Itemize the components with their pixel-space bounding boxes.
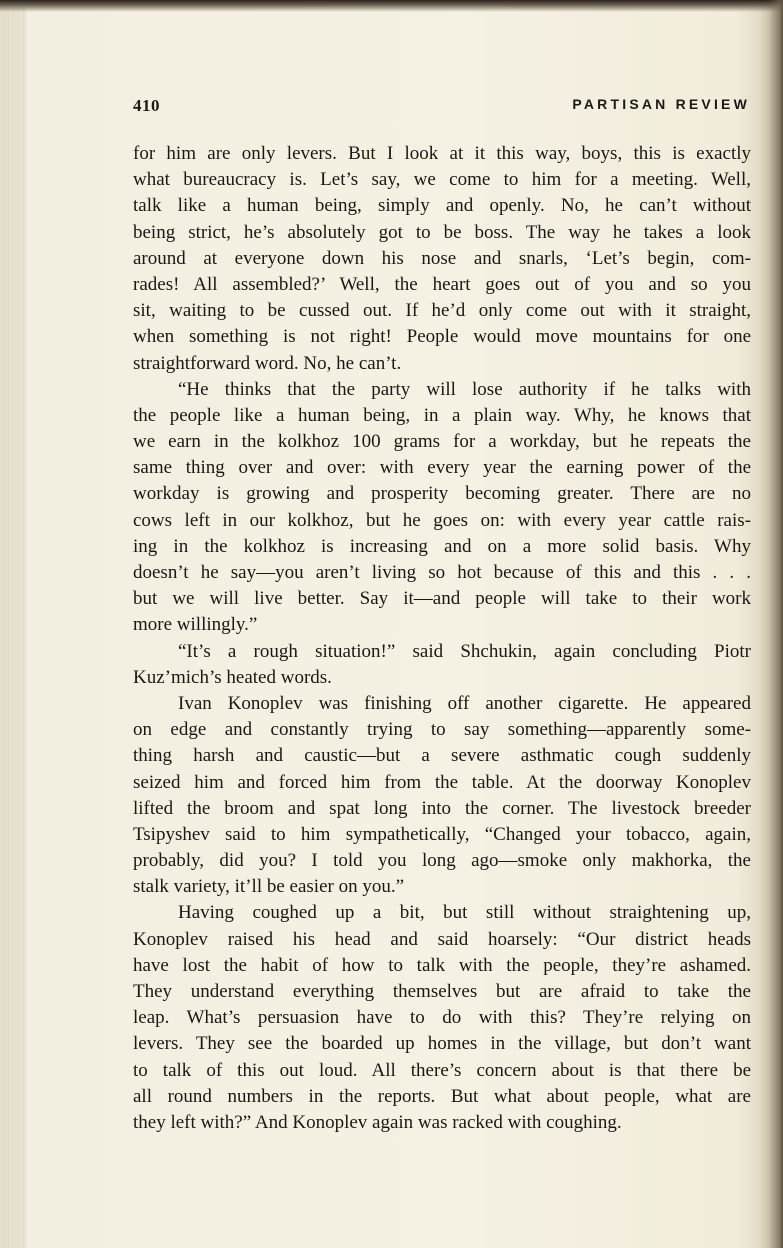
text-line: sit, waiting to be cussed out. If he’d only come out with it straight, — [133, 300, 751, 322]
paragraph — [133, 900, 751, 1136]
text-line: levers. They see the boarded up homes in the village, but don’t want — [133, 1033, 751, 1055]
paragraph — [133, 691, 751, 901]
text-line: what bureaucracy is. Let’s say, we come to him for a meeting. Well, — [133, 169, 751, 191]
text-line: Ivan Konoplev was finishing off another cigarette. He appeared — [178, 692, 751, 714]
text-line: more willingly.” — [133, 614, 258, 636]
text-line: we earn in the kolkhoz 100 grams for a workday, but he repeats the — [133, 431, 751, 453]
text-line: Kuz’mich’s heated words. — [133, 666, 332, 688]
text-line: cows left in our kolkhoz, but he goes on: with every year cattle rais- — [133, 509, 751, 531]
text-line: “It’s a rough situation!” said Shchukin, again concluding Piotr — [178, 640, 751, 662]
text-line: Having coughed up a bit, but still without straightening up, — [178, 902, 751, 924]
text-line: for him are only levers. But I look at it this way, boys, this is exactly — [133, 143, 751, 164]
text-line: straightforward word. No, he can’t. — [133, 352, 402, 374]
text-line: seized him and forced him from the table. At the doorway Konoplev — [133, 771, 751, 793]
text-line: doesn’t he say—you aren’t living so hot because of this and this . . . — [133, 562, 751, 583]
text-line: ing in the kolkhoz is increasing and on a more solid basis. Why — [133, 535, 751, 557]
paragraph — [133, 377, 751, 639]
text-line: “He thinks that the party will lose authority if he talks with — [178, 378, 751, 400]
text-line: They understand everything themselves but are afraid to take the — [133, 981, 751, 1002]
text-line: have lost the habit of how to talk with the people, they’re ashamed. — [133, 954, 751, 976]
text-line: workday is growing and prosperity becoming greater. There are no — [133, 483, 751, 505]
text-line: Konoplev raised his head and said hoarsely: “Our district heads — [133, 928, 751, 950]
text-line: lifted the broom and spat long into the corner. The livestock breeder — [133, 797, 751, 819]
text-line: on edge and constantly trying to say something—apparently some- — [133, 719, 751, 741]
text-line: all round numbers in the reports. But what about people, what are — [133, 1085, 751, 1107]
running-head — [133, 96, 750, 118]
text-line: leap. What’s persuasion have to do with this? They’re relying on — [133, 1007, 751, 1029]
text-line: same thing over and over: with every year the earning power of the — [133, 457, 751, 479]
text-line: Tsipyshev said to him sympathetically, “Changed your tobacco, again, — [133, 823, 751, 845]
text-line: the people like a human being, in a plain way. Why, he knows that — [133, 404, 751, 426]
text-line: rades! All assembled?’ Well, the heart goes out of you and so you — [133, 273, 751, 295]
text-line: around at everyone down his nose and snarls, ‘Let’s begin, com- — [133, 247, 751, 269]
journal-title: PARTISAN REVIEW — [572, 96, 750, 112]
text-line: stalk variety, it’ll be easier on you.” — [133, 876, 405, 898]
page-number: 410 — [133, 96, 160, 115]
paragraph — [133, 639, 751, 691]
top-page-shadow — [0, 0, 783, 12]
text-line: when something is not right! People would move mountains for one — [133, 326, 751, 348]
text-line: talk like a human being, simply and openly. No, he can’t without — [133, 195, 751, 217]
text-line: they left with?” And Konoplev again was racked with coughing. — [133, 1111, 622, 1133]
right-page-shadow — [769, 0, 783, 1248]
paragraph — [133, 141, 751, 377]
text-line: but we will live better. Say it—and people will take to their work — [133, 588, 751, 610]
text-line: being strict, he’s absolutely got to be boss. The way he takes a look — [133, 221, 751, 243]
text-line: to talk of this out loud. All there’s concern about is that there be — [133, 1059, 751, 1081]
body-text — [133, 141, 751, 1136]
page-gutter-edge — [0, 0, 26, 1248]
text-line: probably, did you? I told you long ago—smoke only makhorka, the — [133, 850, 751, 872]
text-line: thing harsh and caustic—but a severe asthmatic cough suddenly — [133, 745, 751, 767]
